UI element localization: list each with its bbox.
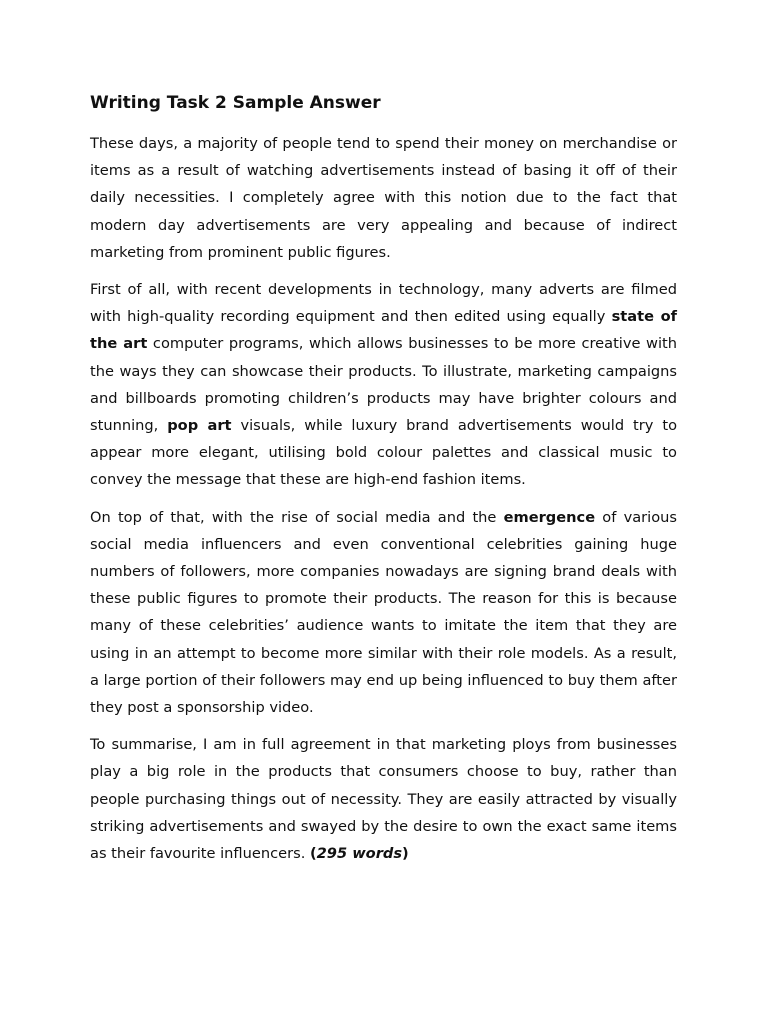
paragraph-body-technology	[90, 276, 677, 494]
paragraph-body-influencers	[90, 504, 677, 722]
paragraph-introduction	[90, 130, 677, 266]
word-count-open-paren: (	[309, 845, 317, 863]
word-count-text: 295 words	[316, 845, 403, 863]
bold-phrase-pop-art: pop art	[167, 417, 232, 435]
word-count	[310, 845, 409, 862]
paragraph-text: On top of that, with the rise of social media and the	[90, 508, 504, 526]
paragraph-text: First of all, with recent developments in technology, many adverts are filmed with high-quality recording equipment and then edited using equally	[90, 281, 677, 326]
paragraph-text: To summarise, I am in full agreement in that marketing ploys from businesses play a big role in the products that consumers choose to buy, rather than people purchasing things out of necessity. They are easily attracted by visually striking advertisements and swayed by the desire to own the exact same items as their favourite influencers.	[90, 736, 677, 863]
paragraph-text: visuals, while luxury brand advertisements would try to appear more elegant, utilising bold colour palettes and classical music to convey the message that these are high-end fashion items.	[90, 417, 678, 489]
paragraph-text: of various social media influencers and even conventional celebrities gaining huge numbers of followers, more companies nowadays are signing brand deals with these public figures to promote their products. The reason for this is because many of these celebrities’ audience wants to imitate the item that they are using in an attempt to become more similar with their role models. As a result, a large portion of their followers may end up being influenced to buy them after they post a sponsorship video.	[90, 508, 677, 717]
paragraph-conclusion	[90, 731, 677, 867]
paragraph-text: These days, a majority of people tend to spend their money on merchandise or items as a result of watching advertisements instead of basing it off of their daily necessities. I completely agree with this notion due to the fact that modern day advertisements are very appealing and because of indirect marketing from prominent public figures.	[90, 135, 677, 261]
word-count-close-paren: )	[402, 845, 409, 863]
document-page	[90, 88, 677, 877]
bold-word-emergence: emergence	[503, 508, 596, 526]
page-title: Writing Task 2 Sample Answer	[90, 93, 381, 113]
bold-phrase-state-of-the-art: state of the art	[90, 308, 677, 353]
paragraph-text: computer programs, which allows businesses to be more creative with the ways they can showcase their products. To illustrate, marketing campaigns and billboards promoting children’s products may have brighter colours and stunning,	[90, 335, 678, 435]
